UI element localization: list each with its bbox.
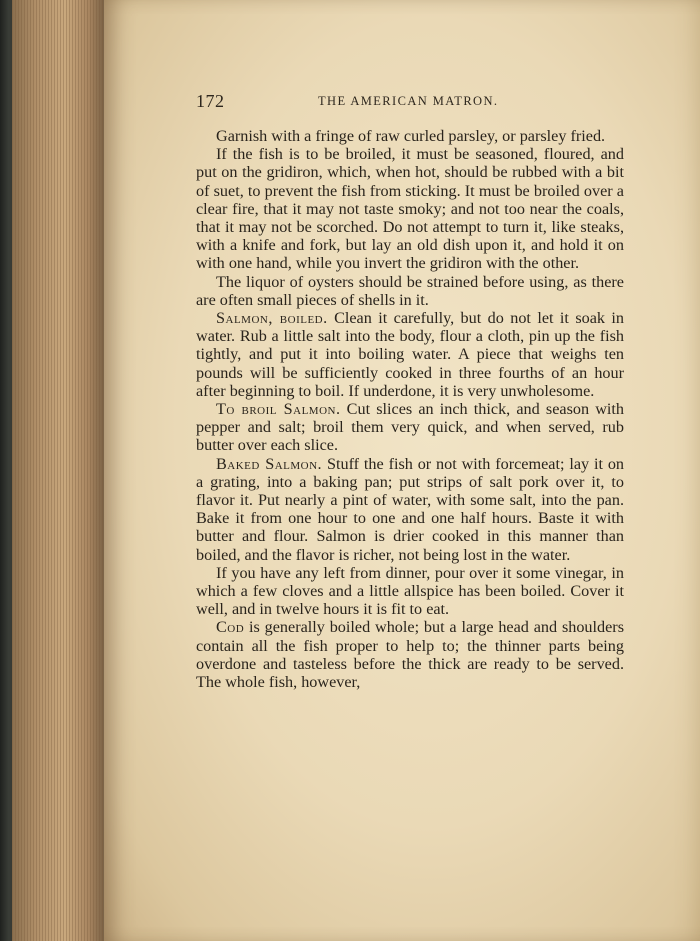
paragraph-lead: Baked Salmon. (216, 454, 323, 473)
paragraph-text: Garnish with a fringe of raw curled parsley, or parsley fried. (216, 127, 606, 145)
paragraph (196, 564, 624, 619)
paragraph-text: Cut slices an inch thick, and season with pepper and salt; broil them very quick, and when served, rub butter over each slice. (196, 400, 624, 455)
running-head: THE AMERICAN MATRON. (318, 94, 499, 108)
paragraph-text: Clean it carefully, but do not let it soak in water. Rub a little salt into the body, flour a cloth, pin up the fish tightly, and put it into boiling water. A piece that weighs ten pounds will be sufficiently cooked in three fourths of an hour after beginning to boil. If underdone, it is very unwholesome. (196, 309, 624, 400)
paragraph (196, 309, 624, 400)
paragraph-text: The liquor of oysters should be strained before using, as there are often small pieces of shells in it. (196, 272, 624, 309)
paragraph (196, 145, 624, 272)
body-text (196, 127, 624, 691)
paragraph-text: If you have any left from dinner, pour over it some vinegar, in which a few cloves and a little allspice has been boiled. Cover it well, and in twelve hours it is fit to eat. (196, 563, 624, 619)
page-edges (12, 0, 109, 941)
page-number: 172 (196, 91, 225, 111)
paragraph (196, 127, 624, 145)
paragraph (196, 400, 624, 455)
paragraph-lead: To broil Salmon. (216, 400, 341, 419)
page-header (196, 91, 624, 113)
paragraph-text: is generally boiled whole; but a large head and shoulders contain all the fish proper to help to; the thinner parts being overdone and tasteless before the thick are ready to be served. The whole fish, however, (196, 618, 624, 692)
paragraph-lead: Cod (216, 618, 245, 637)
paragraph (196, 618, 624, 691)
paragraph (196, 273, 624, 309)
paragraph (196, 455, 624, 564)
paragraph-lead: Salmon, boiled. (216, 309, 328, 328)
paragraph-text: Stuff the fish or not with forcemeat; lay it on a grating, into a baking pan; put strips of salt pork over it, to flavor it. Put nearly a pint of water, with some salt, into the pan. Bake it from one hour to one and one half hours. Baste it with butter and flour. Salmon is drier cooked in this manner than boiled, and the flavor is richer, not being lost in the water. (196, 454, 625, 564)
paragraph-text: If the fish is to be broiled, it must be seasoned, floured, and put on the gridiron, which, when hot, should be rubbed with a bit of suet, to prevent the fish from sticking. It must be broiled over a clear fire, that it may not taste smoky; and not too near the coals, that it may not be scorched. Do not attempt to turn it, like steaks, with a knife and fork, but lay an old dish upon it, and hold it on with one hand, while you invert the gridiron with the other. (196, 145, 624, 273)
